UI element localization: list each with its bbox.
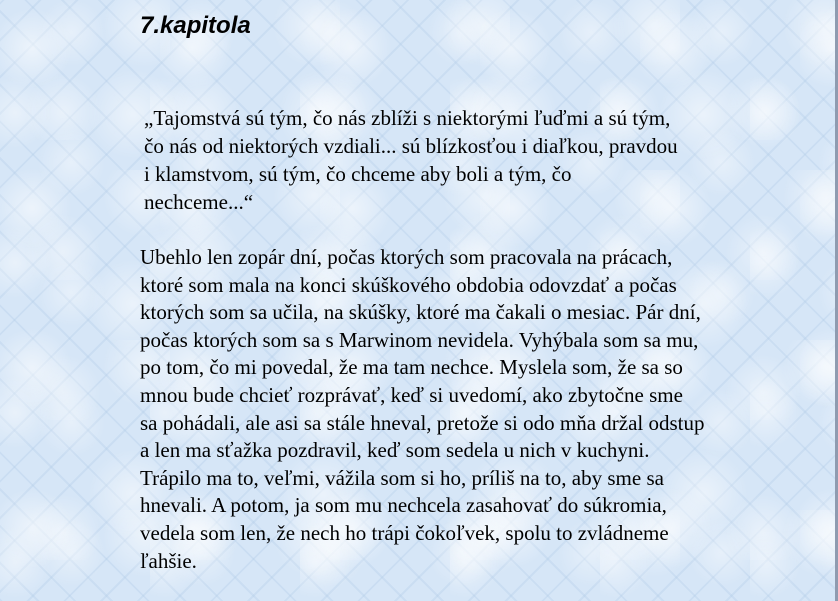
body-paragraph: Ubehlo len zopár dní, počas ktorých som pracovala na prácach, ktoré som mala na konci skúškového obdobia odovzdať a počas ktorých som sa učila, na skúšky, ktoré ma čakali o mesiac. Pár dní, počas ktorých som sa s Marwinom nevidela. Vyhýbala som sa mu, po tom, čo mi povedal, že ma tam nechce. Myslela som, že sa so mnou bude chcieť rozprávať, keď si uvedomí, ako zbytočne sme sa pohádali, ale asi sa stále hneval, pretože si odo mňa držal odstup a len ma sťažka pozdravil, keď som sedela u nich v kuchyni. Trápilo ma to, veľmi, vážila som si ho, príliš na to, aby sme sa hnevali. A potom, ja som mu nechcela zasahovať do súkromia, vedela som len, že nech ho trápi čokoľvek, spolu to zvládneme ľahšie.	[140, 245, 705, 573]
chapter-title: 7.kapitola	[140, 12, 251, 39]
epigraph-quote: „Tajomstvá sú tým, čo nás zblíži s niektorými ľuďmi a sú tým, čo nás od niektorých vzdiali... sú blízkosťou i diaľkou, pravdou i klamstvom, sú tým, čo chceme aby boli a tým, čo nechceme...“	[144, 106, 678, 214]
document-page	[140, 10, 710, 575]
